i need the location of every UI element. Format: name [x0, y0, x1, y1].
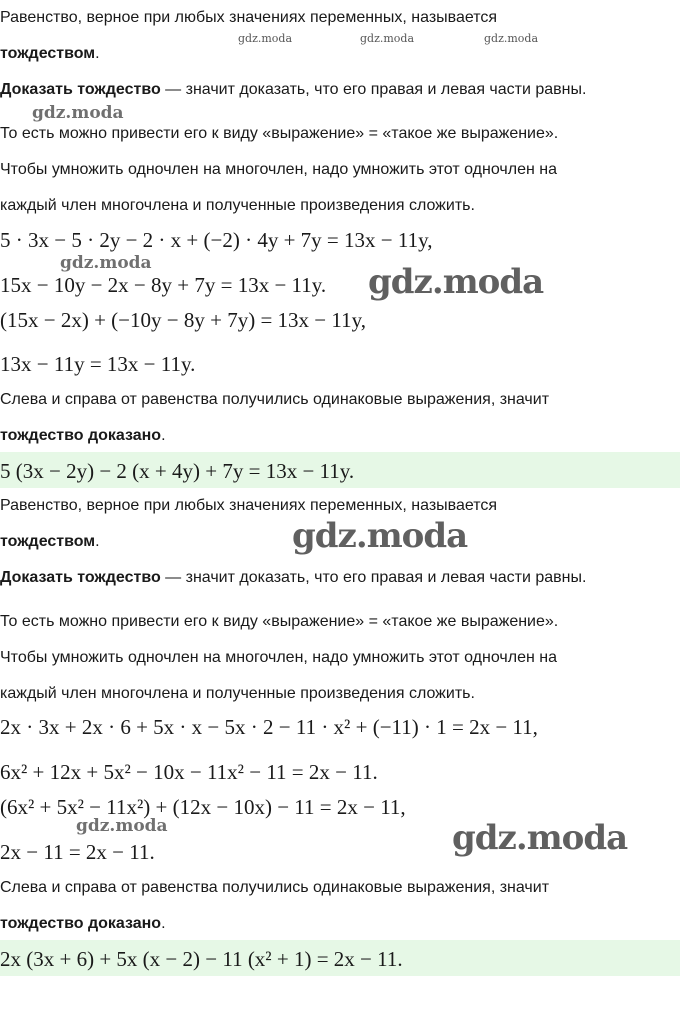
form-text: То есть можно привести его к виду «выражение» = «такое же выражение».	[0, 613, 559, 630]
definition-text: Равенство, верное при любых значениях переменных, называется	[0, 497, 498, 514]
term-identity: тождеством	[0, 45, 96, 62]
punctuation: .	[161, 915, 166, 932]
term-identity: тождеством	[0, 533, 96, 550]
solution-step-2: 15x − 10y − 2x − 8y + 7y = 13x − 11y.	[0, 273, 327, 297]
solution-step-4: 2x − 11 = 2x − 11.	[0, 840, 155, 864]
watermark: gdz.moda	[76, 816, 168, 836]
identity-expression: 5 (3x − 2y) − 2 (x + 4y) + 7y = 13x − 11y.	[0, 459, 355, 483]
watermark: gdz.moda	[238, 32, 293, 45]
term-identity-proven: тождество доказано	[0, 427, 162, 444]
form-text: То есть можно привести его к виду «выражение» = «такое же выражение».	[0, 125, 559, 142]
identity-expression: 2x (3x + 6) + 5x (x − 2) − 11 (x² + 1) = 2x − 11.	[0, 947, 403, 971]
punctuation: .	[95, 45, 100, 62]
definition-term-line	[0, 532, 100, 552]
conclusion-text: Слева и справа от равенства получились одинаковые выражения, значит	[0, 879, 550, 896]
punctuation: .	[161, 427, 166, 444]
term-prove-identity: Доказать тождество	[0, 569, 161, 586]
prove-definition-rest: — значит доказать, что его правая и левая части равны.	[160, 81, 587, 98]
watermark: gdz.moda	[32, 103, 124, 123]
watermark: gdz.moda	[360, 32, 415, 45]
rule-text-line1: Чтобы умножить одночлен на многочлен, надо умножить этот одночлен на	[0, 649, 557, 666]
definition-text: Равенство, верное при любых значениях переменных, называется	[0, 9, 498, 26]
solution-step-3: (15x − 2x) + (−10y − 8y + 7y) = 13x − 11y,	[0, 308, 366, 332]
rule-text-line1: Чтобы умножить одночлен на многочлен, надо умножить этот одночлен на	[0, 161, 557, 178]
prove-definition	[0, 80, 586, 100]
rule-text-line2: каждый член многочлена и полученные произведения сложить.	[0, 685, 475, 702]
solution-step-2: 6x² + 12x + 5x² − 10x − 11x² − 11 = 2x − 11.	[0, 760, 378, 784]
definition-term-line	[0, 44, 100, 64]
solution-step-4: 13x − 11y = 13x − 11y.	[0, 352, 196, 376]
solution-step-1: 5 · 3x − 5 · 2y − 2 · x + (−2) · 4y + 7y = 13x − 11y,	[0, 228, 433, 252]
watermark: gdz.moda	[452, 818, 628, 858]
prove-definition-rest: — значит доказать, что его правая и левая части равны.	[160, 569, 587, 586]
term-prove-identity: Доказать тождество	[0, 81, 161, 98]
prove-definition	[0, 568, 586, 588]
solution-step-1: 2x · 3x + 2x · 6 + 5x · x − 5x · 2 − 11 · x² + (−11) · 1 = 2x − 11,	[0, 715, 538, 739]
conclusion-term-line	[0, 426, 166, 446]
conclusion-term-line	[0, 914, 166, 934]
rule-text-line2: каждый член многочлена и полученные произведения сложить.	[0, 197, 475, 214]
watermark: gdz.moda	[292, 516, 468, 556]
watermark: gdz.moda	[368, 262, 544, 302]
punctuation: .	[95, 533, 100, 550]
conclusion-text: Слева и справа от равенства получились одинаковые выражения, значит	[0, 391, 550, 408]
watermark: gdz.moda	[60, 253, 152, 273]
term-identity-proven: тождество доказано	[0, 915, 162, 932]
solution-step-3: (6x² + 5x² − 11x²) + (12x − 10x) − 11 = 2x − 11,	[0, 795, 406, 819]
watermark: gdz.moda	[484, 32, 539, 45]
